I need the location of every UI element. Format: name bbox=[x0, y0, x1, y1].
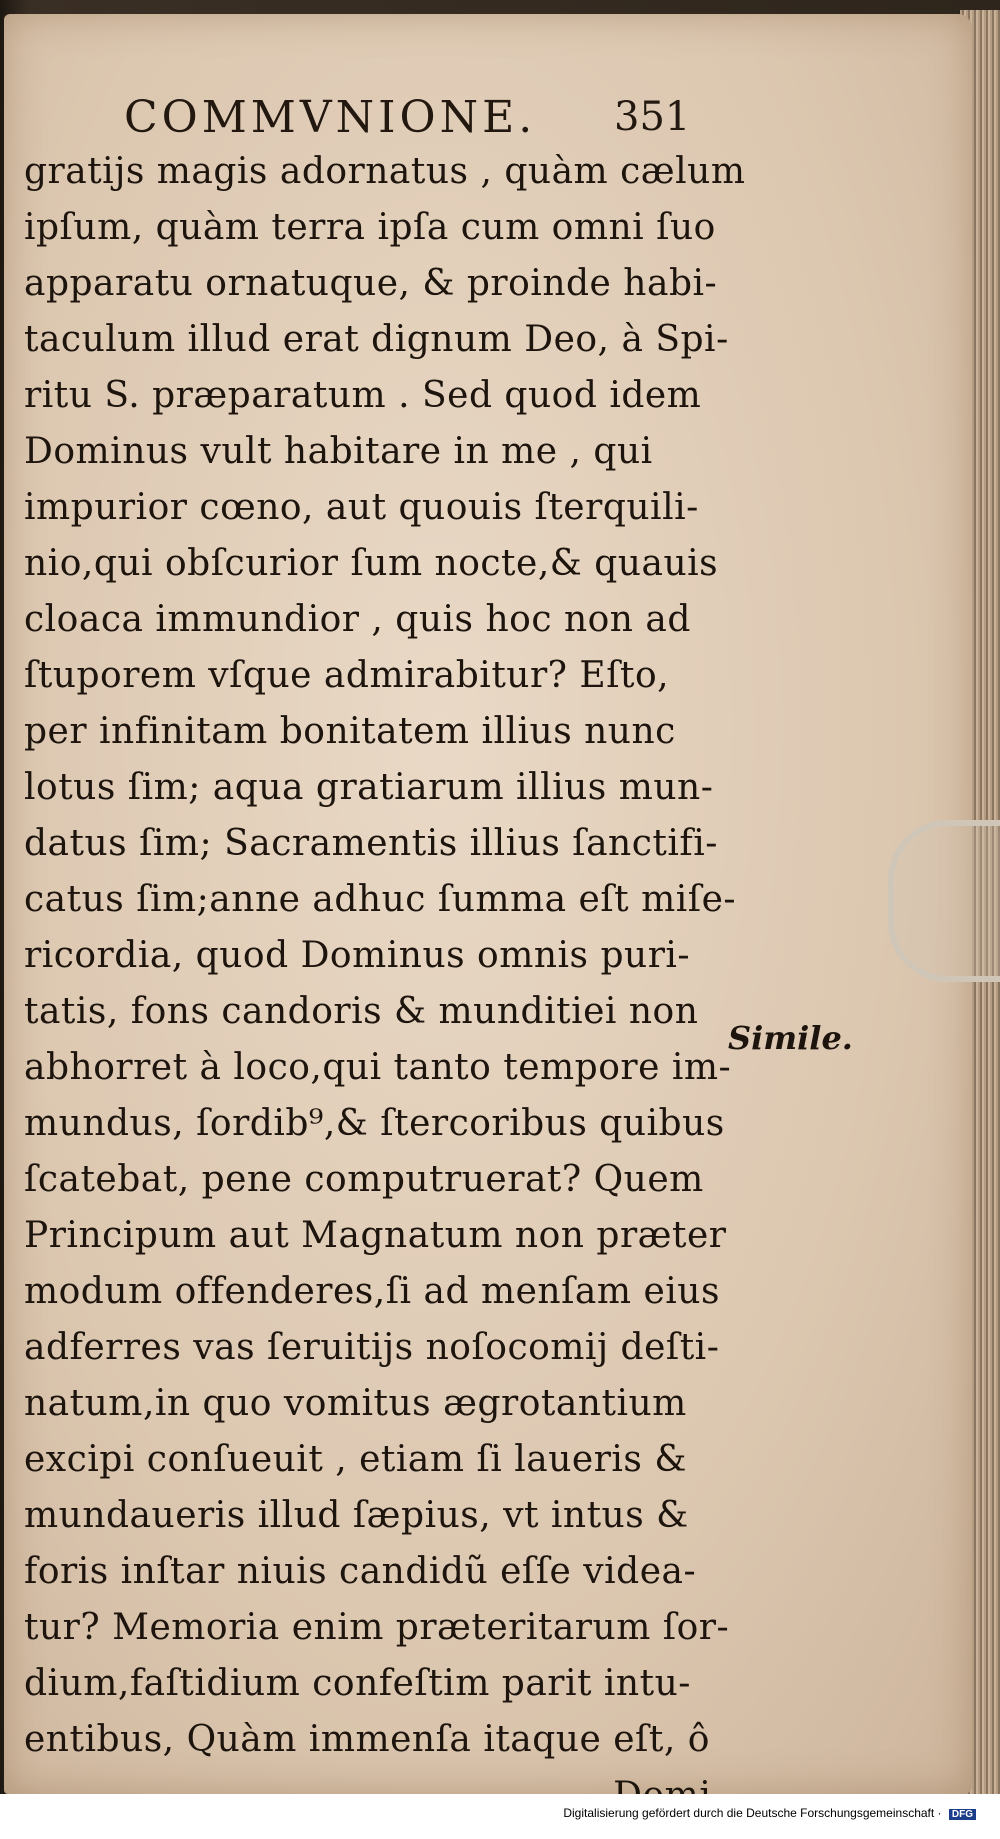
dfg-logo-icon: DFG bbox=[949, 1809, 976, 1820]
running-head: COMMVNIONE. bbox=[124, 92, 537, 143]
text-line: cloaca immundior , quis hoc non ad bbox=[24, 599, 691, 640]
text-line: catus ſim;anne adhuc ſumma eſt miſe- bbox=[24, 879, 737, 920]
text-line: ſtuporem vſque admirabitur? Eſto, bbox=[24, 655, 670, 696]
page-number: 351 bbox=[614, 94, 691, 140]
text-line: taculum illud erat dignum Deo, à Spi- bbox=[24, 319, 729, 360]
text-line: lotus ſim; aqua gratiarum illius mun- bbox=[24, 767, 714, 808]
text-line: per infinitam bonitatem illius nunc bbox=[24, 711, 676, 752]
text-line: ipſum, quàm terra ipſa cum omni ſuo bbox=[24, 207, 716, 248]
text-line: Dominus vult habitare in me , qui bbox=[24, 431, 653, 472]
text-line: ricordia, quod Dominus omnis puri- bbox=[24, 935, 691, 976]
footer-strip bbox=[0, 1794, 1000, 1839]
footer-credit-text: Digitalisierung gefördert durch die Deutsche Forschungsgemeinschaft · bbox=[563, 1806, 942, 1820]
text-line: modum offenderes,ſi ad menſam eius bbox=[24, 1271, 720, 1312]
text-line: mundaueris illud ſæpius, vt intus & bbox=[24, 1495, 689, 1536]
text-line: ſcatebat, pene computruerat? Quem bbox=[24, 1159, 704, 1200]
text-line: excipi conſueuit , etiam ſi laueris & bbox=[24, 1439, 687, 1480]
text-line: nio,qui obſcurior ſum nocte,& quauis bbox=[24, 543, 719, 584]
text-line: dium,faſtidium confeſtim parit intu- bbox=[24, 1663, 691, 1704]
text-line: datus ſim; Sacramentis illius ſanctifi- bbox=[24, 823, 718, 864]
footer-credit bbox=[563, 1806, 976, 1820]
text-line: tur? Memoria enim præteritarum ſor- bbox=[24, 1607, 730, 1648]
text-line: Principum aut Magnatum non præter bbox=[24, 1215, 727, 1256]
text-line: abhorret à loco,qui tanto tempore im- bbox=[24, 1047, 732, 1088]
text-line: natum,in quo vomitus ægrotantium bbox=[24, 1383, 687, 1424]
text-line: gratijs magis adornatus , quàm cælum bbox=[24, 151, 746, 192]
page-clip bbox=[888, 820, 1000, 982]
book-page bbox=[4, 14, 972, 1794]
text-line: mundus, ſordib⁹,& ſtercoribus quibus bbox=[24, 1103, 725, 1144]
text-line: adferres vas ſeruitijs noſocomij deſti- bbox=[24, 1327, 720, 1368]
body-text bbox=[24, 144, 746, 1824]
text-line: ritu S. præparatum . Sed quod idem bbox=[24, 375, 702, 416]
text-line: entibus, Quàm immenſa itaque eſt, ô bbox=[24, 1719, 710, 1760]
page-header bbox=[124, 92, 724, 152]
text-line: impurior cœno, aut quouis ſterquili- bbox=[24, 487, 699, 528]
text-line: apparatu ornatuque, & proinde habi- bbox=[24, 263, 718, 304]
marginal-note: Simile. bbox=[728, 1019, 853, 1057]
text-line: tatis, fons candoris & munditiei non bbox=[24, 991, 699, 1032]
text-line: foris inſtar niuis candidũ eſſe videa- bbox=[24, 1551, 697, 1592]
